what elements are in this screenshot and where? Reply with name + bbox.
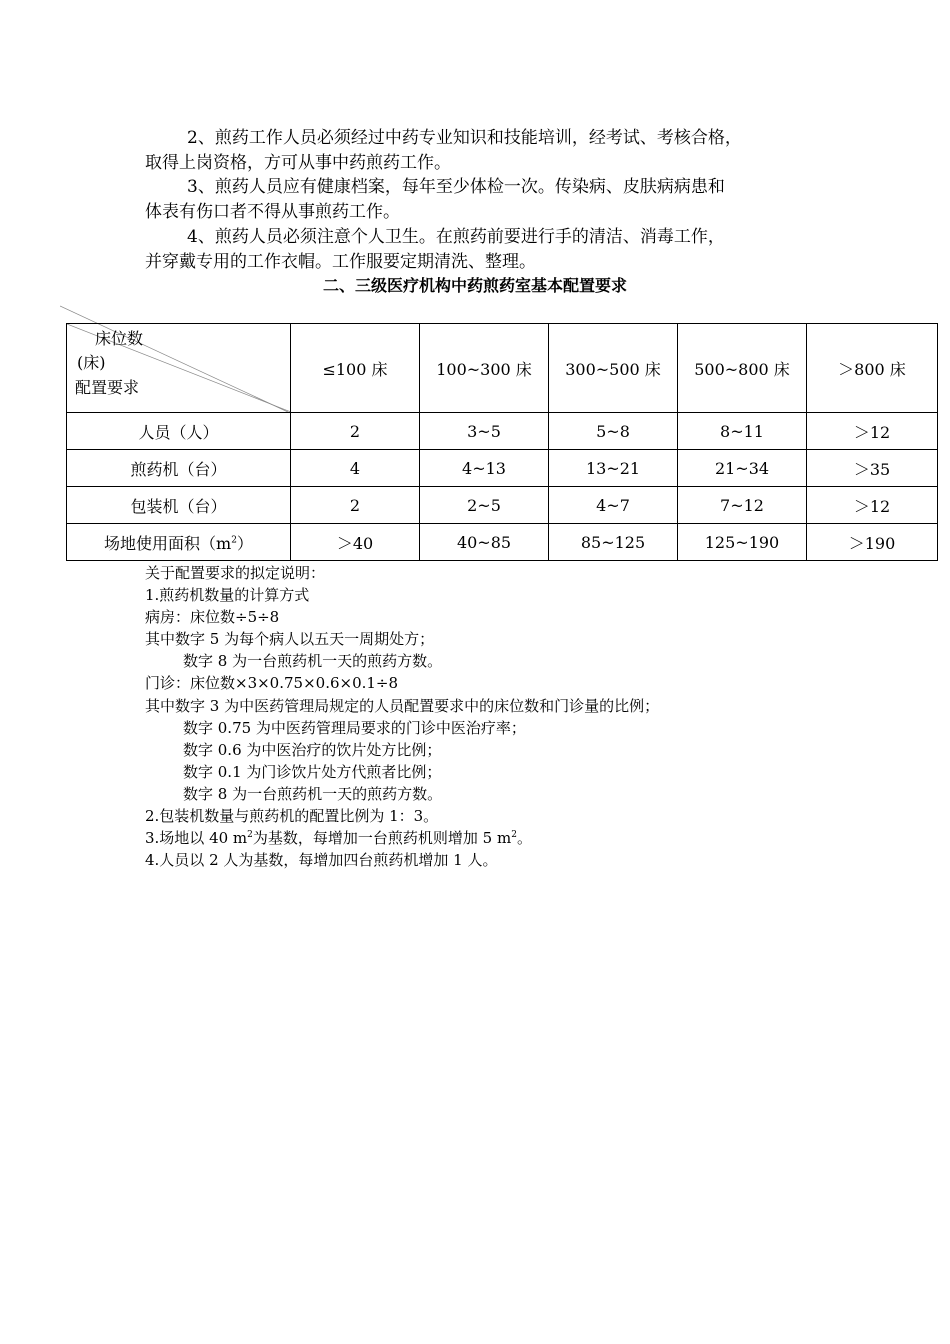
note-line: 数字 0.75 为中医药管理局要求的门诊中医治疗率； bbox=[183, 718, 526, 737]
row-label-end: ） bbox=[236, 533, 253, 553]
column-header: ≤100 床 bbox=[291, 324, 420, 413]
table-cell: 4 bbox=[291, 450, 420, 487]
paragraph-3-line-2: 体表有伤口者不得从事煎药工作。 bbox=[145, 201, 400, 222]
paragraph-4 bbox=[145, 225, 825, 274]
table-cell: ＞190 bbox=[807, 524, 938, 561]
superscript-2: 2 bbox=[231, 535, 237, 546]
paragraph-3-line-1: 3、煎药人员应有健康档案，每年至少体检一次。传染病、皮肤病病患和 bbox=[187, 177, 725, 197]
table-cell: 7~12 bbox=[678, 487, 807, 524]
table-row bbox=[67, 487, 938, 524]
paragraph-4-line-1: 4、煎药人员必须注意个人卫生。在煎药前要进行手的清洁、消毒工作， bbox=[187, 227, 725, 247]
table-cell: 8~11 bbox=[678, 413, 807, 450]
note-line: 数字 8 为一台煎药机一天的煎药方数。 bbox=[183, 784, 443, 803]
table-cell: 2~5 bbox=[420, 487, 549, 524]
table-row bbox=[67, 413, 938, 450]
notes-title: 关于配置要求的拟定说明： bbox=[145, 564, 326, 582]
paragraph-2-line-1: 2、煎药工作人员必须经过中药专业知识和技能培训，经考试、考核合格， bbox=[187, 128, 742, 148]
note-line bbox=[145, 827, 845, 849]
column-header: 300~500 床 bbox=[549, 324, 678, 413]
table-cell: 3~5 bbox=[420, 413, 549, 450]
column-header: 500~800 床 bbox=[678, 324, 807, 413]
section-title: 二、三级医疗机构中药煎药室基本配置要求 bbox=[322, 276, 627, 295]
paragraph-3 bbox=[145, 175, 825, 224]
table-header-row bbox=[67, 324, 938, 413]
table-cell: 4~13 bbox=[420, 450, 549, 487]
table-row bbox=[67, 450, 938, 487]
note-line: 门诊：床位数×3×0.75×0.6×0.1÷8 bbox=[145, 674, 399, 693]
paragraph-2 bbox=[145, 126, 825, 175]
configuration-table bbox=[66, 323, 938, 561]
row-label-text: 场地使用面积（m bbox=[104, 533, 232, 553]
table-cell: 40~85 bbox=[420, 524, 549, 561]
table-cell: ＞35 bbox=[807, 450, 938, 487]
note-line: 其中数字 3 为中医药管理局规定的人员配置要求中的床位数和门诊量的比例； bbox=[145, 696, 660, 715]
column-header: 100~300 床 bbox=[420, 324, 549, 413]
row-label: 包装机（台） bbox=[67, 487, 291, 524]
corner-label-beds: 床位数 bbox=[95, 329, 144, 348]
row-label bbox=[67, 524, 291, 561]
table-row bbox=[67, 524, 938, 561]
note-text: 3.场地以 40 m bbox=[145, 829, 248, 848]
table-cell: ＞12 bbox=[807, 413, 938, 450]
paragraph-2-line-2: 取得上岗资格，方可从事中药煎药工作。 bbox=[145, 152, 451, 173]
note-line: 数字 8 为一台煎药机一天的煎药方数。 bbox=[183, 652, 443, 671]
note-line: 4.人员以 2 人为基数，每增加四台煎药机增加 1 人。 bbox=[145, 851, 498, 870]
table-cell: ＞40 bbox=[291, 524, 420, 561]
paragraph-4-line-2: 并穿戴专用的工作衣帽。工作服要定期清洗、整理。 bbox=[145, 251, 536, 272]
column-header: ＞800 床 bbox=[807, 324, 938, 413]
table-cell: ＞12 bbox=[807, 487, 938, 524]
note-text: 为基数，每增加一台煎药机则增加 5 m bbox=[252, 829, 512, 848]
table-cell: 4~7 bbox=[549, 487, 678, 524]
corner-header-cell bbox=[67, 324, 291, 413]
note-line: 其中数字 5 为每个病人以五天一周期处方； bbox=[145, 630, 435, 649]
table-cell: 5~8 bbox=[549, 413, 678, 450]
corner-label-unit: (床) bbox=[77, 353, 106, 372]
table-cell: 13~21 bbox=[549, 450, 678, 487]
corner-label-requirement: 配置要求 bbox=[75, 378, 140, 397]
superscript-2: 2 bbox=[511, 830, 517, 841]
table-cell: 2 bbox=[291, 487, 420, 524]
note-line: 数字 0.1 为门诊饮片处方代煎者比例； bbox=[183, 762, 442, 781]
note-line: 1.煎药机数量的计算方式 bbox=[145, 586, 310, 605]
table-cell: 21~34 bbox=[678, 450, 807, 487]
note-line: 病房：床位数÷5÷8 bbox=[145, 608, 280, 627]
superscript-2: 2 bbox=[247, 830, 253, 841]
note-text: 。 bbox=[516, 829, 532, 848]
table-cell: 85~125 bbox=[549, 524, 678, 561]
row-label: 人员（人） bbox=[67, 413, 291, 450]
note-line: 2.包装机数量与煎药机的配置比例为 1：3。 bbox=[145, 807, 439, 826]
table-cell: 125~190 bbox=[678, 524, 807, 561]
row-label: 煎药机（台） bbox=[67, 450, 291, 487]
table-cell: 2 bbox=[291, 413, 420, 450]
notes-section bbox=[145, 562, 845, 871]
note-line: 数字 0.6 为中医治疗的饮片处方比例； bbox=[183, 740, 442, 759]
